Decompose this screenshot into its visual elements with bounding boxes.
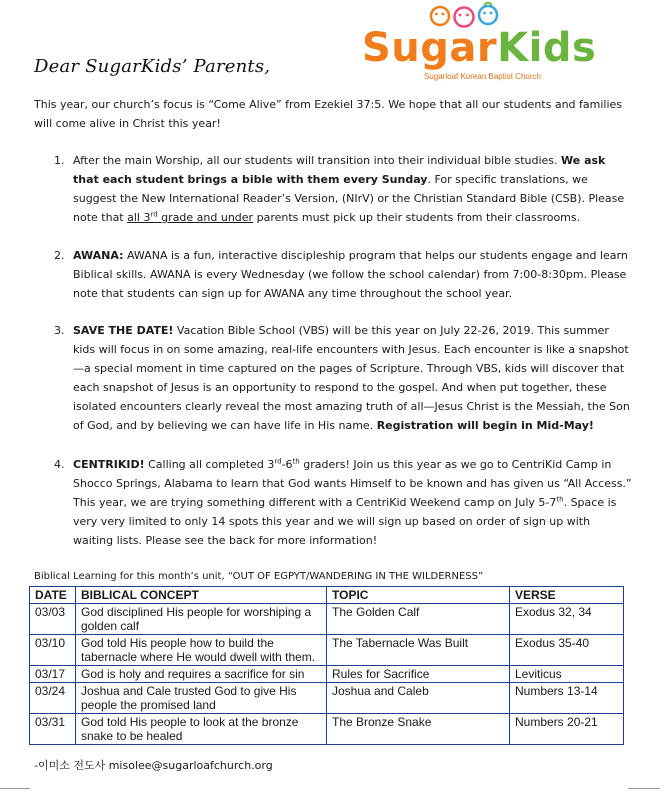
page-edge-left [0, 788, 30, 789]
cell-concept: Joshua and Cale trusted God to give His people the promised land [76, 683, 327, 714]
page-edge-right [628, 788, 660, 789]
item-emphasis: Registration will begin in Mid-May! [376, 419, 594, 432]
list-item-centrikid: 4. CENTRIKID! Calling all completed 3rd-6th graders! Join us this year as we go to CentriKid Camp in Shocco Springs, Alabama to learn that God wants Himself to be known and has given us “All Access.” This year, we are trying something different with a CentriKid Weekend camp on July 5-7th. Space is very very limited to only 14 spots this year and we will sign up based on order of sign up with waiting lists. Please see the back for more information! [54, 455, 632, 550]
cell-date: 03/03 [30, 604, 76, 635]
cell-verse: Leviticus [510, 666, 624, 683]
item-text: . For specific translations, we suggest the New International Reader’s Version, (NIrV) or the Christian Standard Bible (CSB). Please note that [73, 173, 625, 224]
item-heading: AWANA: [73, 249, 124, 262]
table-row [30, 635, 624, 666]
cell-concept: God told His people how to build the tabernacle where He would dwell with them. [76, 635, 327, 666]
table-row [30, 714, 624, 745]
cell-date: 03/17 [30, 666, 76, 683]
item-text: Vacation Bible School (VBS) will be this year on July 22-26, 2019. This summer kids will focus in on some amazing, real-life encounters with Jesus. Each encounter is like a snapshot—a special moment in time captured on the pages of Scripture. Through VBS, kids will discover that each snapshot of Jesus is an opportunity to respond to the gospel. And when put together, these isolated encounters clearly reveal the most amazing truth of all—Jesus Christ is the Messiah, the Son of God, and by believing we can have life in His name. [73, 324, 630, 432]
logo-wordmark [362, 24, 596, 72]
cell-concept: God disciplined His people for worshiping a golden calf [76, 604, 327, 635]
item-emphasis: We ask that each student brings a bible with them every Sunday [73, 154, 606, 186]
logo-church-name: Sugarloaf Korean Baptist Church [424, 72, 541, 81]
cell-concept: God told His people to look at the bronze snake to be healed [76, 714, 327, 745]
letter-greeting: Dear SugarKids’ Parents, [34, 56, 271, 77]
header-topic: TOPIC [327, 587, 510, 604]
table-row [30, 604, 624, 635]
signature-contact: -이미소 전도사 misolee@sugarloafchurch.org [34, 759, 273, 772]
cell-verse: Exodus 32, 34 [510, 604, 624, 635]
cell-verse: Numbers 20-21 [510, 714, 624, 745]
cell-topic: The Tabernacle Was Built [327, 635, 510, 666]
item-text: After the main Worship, all our students will transition into their individual bible studies. [73, 154, 562, 167]
cell-date: 03/10 [30, 635, 76, 666]
table-row [30, 666, 624, 683]
table-row [30, 683, 624, 714]
list-item-bible-study [54, 151, 632, 227]
item-heading: CENTRIKID! [73, 458, 145, 471]
header-verse: VERSE [510, 587, 624, 604]
sugarkids-logo [362, 2, 597, 88]
cell-date: 03/24 [30, 683, 76, 714]
cell-verse: Exodus 35-40 [510, 635, 624, 666]
item-number: 4. [54, 458, 65, 471]
list-item-awana [54, 246, 632, 303]
item-number: 2. [54, 249, 65, 262]
logo-kids-text: Kids [497, 25, 597, 71]
cell-topic: The Golden Calf [327, 604, 510, 635]
item-text: parents must pick up their students from their classrooms. [253, 211, 581, 224]
cell-date: 03/31 [30, 714, 76, 745]
cell-concept: God is holy and requires a sacrifice for sin [76, 666, 327, 683]
item-text: AWANA is a fun, interactive discipleship program that helps our students engage and learn Biblical skills. AWANA is every Wednesday (we follow the school calendar) from 7:00-8:30pm. Please note that students can sign up for AWANA any time throughout the school year. [73, 249, 628, 300]
curriculum-table [29, 586, 624, 745]
curriculum-table-title: Biblical Learning for this month’s unit, “OUT OF EGPYT/WANDERING IN THE WILDERNESS” [34, 571, 484, 582]
header-concept: BIBLICAL CONCEPT [76, 587, 327, 604]
logo-sugar-text: Sugar [362, 25, 498, 71]
item-heading: SAVE THE DATE! [73, 324, 174, 337]
cell-topic: Rules for Sacrifice [327, 666, 510, 683]
intro-paragraph: This year, our church’s focus is “Come Alive” from Ezekiel 37:5. We hope that all our students and families will come alive in Christ this year! [34, 98, 623, 130]
cell-verse: Numbers 13-14 [510, 683, 624, 714]
item-number: 3. [54, 324, 65, 337]
item-underlined: all 3rd grade and under [127, 210, 254, 224]
header-date: DATE [30, 587, 76, 604]
list-item-vbs [54, 321, 632, 435]
cell-topic: Joshua and Caleb [327, 683, 510, 714]
item-number: 1. [54, 154, 65, 167]
table-header-row [30, 587, 624, 604]
cell-topic: The Bronze Snake [327, 714, 510, 745]
